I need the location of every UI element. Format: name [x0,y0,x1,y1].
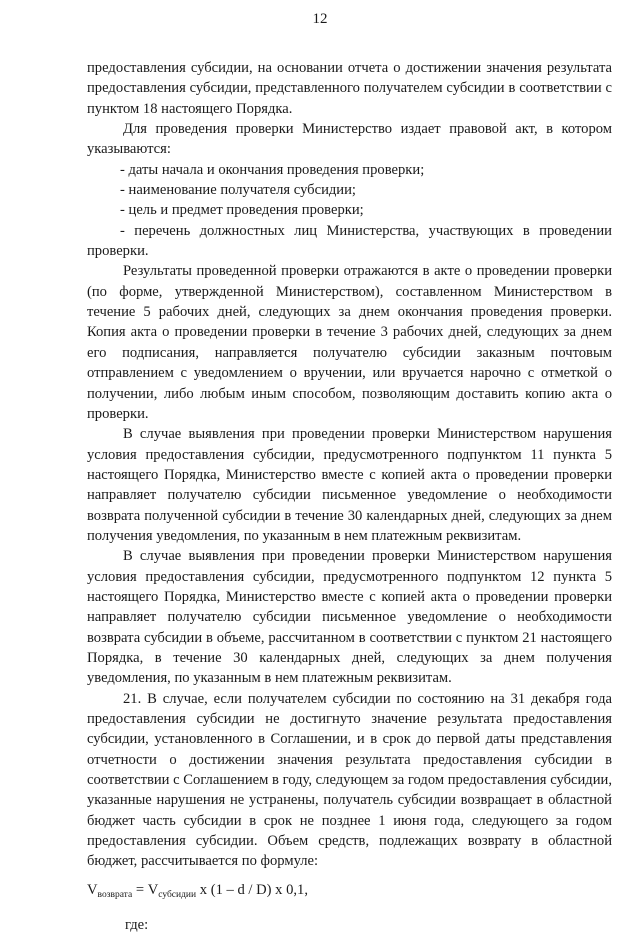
paragraph-legal-act: Для проведения проверки Министерство издает правовой акт, в котором указываются: [87,121,612,158]
where-label: где: [125,917,149,934]
list-item: - цель и предмет проведения проверки; [120,202,364,219]
formula-lhs-subscript: возврата [97,889,133,900]
list-item: - даты начала и окончания проведения проверки; [120,161,425,178]
paragraph-violation-11: В случае выявления при проведении проверки Министерством нарушения условия предоставления субсидии, предусмотренного подпунктом 11 пункта 5 настоящего Порядка, Министерство вместе с копией акта о проведении проверки направляет получателю субсидии письменное уведомление о необходимости возврата полученной субсидии в течение 30 календарных дней, следующих за днем получения уведомления, по указанным в нем платежным реквизитам. [87,426,612,544]
paragraph-section-21: 21. В случае, если получателем субсидии по состоянию на 31 декабря года предоставления субсидии не достигнуто значение результата предоставления субсидии, установленного в Соглашении, и в срок до первой даты представления отчетности о достижении значения результата предоставления субсидии в соответствии с Соглашением в году, следующем за годом предоставления субсидии, указанные нарушения не устранены, получатель субсидии возвращает в областной бюджет часть субсидии в срок не позднее 1 июня года, следующего за годом предоставления субсидии. Объем средств, подлежащих возврату в областной бюджет, рассчитывается по формуле: [87,690,612,870]
paragraph-violation-12: В случае выявления при проведении проверки Министерством нарушения условия предоставления субсидии, предусмотренного подпунктом 12 пункта 5 настоящего Порядка, Министерство вместе с копией акта о проведении проверки направляет получателю субсидии письменное уведомление о необходимости возврата субсидии в объеме, рассчитанном в соответствии с пунктом 21 настоящего Порядка, в течение 30 календарных дней, следующих за днем получения уведомления, по указанным в нем платежным реквизитам. [87,548,612,687]
formula-lhs: V [87,881,98,898]
list-item: - перечень должностных лиц Министерства, участвующих в проведении проверки. [87,222,612,260]
paragraph-inspection-results: Результаты проведенной проверки отражаются в акте о проведении проверки (по форме, утвержденной Министерством), составленном Министерством в течение 5 рабочих дней, следующих за днем окончания проведения проверки. Копия акта о проведении проверки в течение 3 рабочих дней, следующих за днем его подписания, направляется получателю субсидии заказным почтовым отправлением с уведомлением о вручении, или вручается нарочно с отметкой о получении, либо любым иным способом, позволяющим доставить копию акта о проверки. [87,263,612,422]
formula-equals: = [132,881,148,898]
paragraph-continuation: предоставления субсидии, на основании отчета о достижении значения результата предоставления субсидии, представленного получателем субсидии в соответствии с пунктом 18 настоящего Порядка. [87,60,612,117]
formula-rhs-subscript: субсидии [158,889,197,900]
list-item: - наименование получателя субсидии; [120,182,356,199]
formula-tail: x (1 – d / D) x 0,1, [196,881,308,898]
formula [87,880,612,905]
formula-rhs: V [147,881,159,898]
page-number: 12 [312,11,328,27]
document-body [87,58,612,935]
